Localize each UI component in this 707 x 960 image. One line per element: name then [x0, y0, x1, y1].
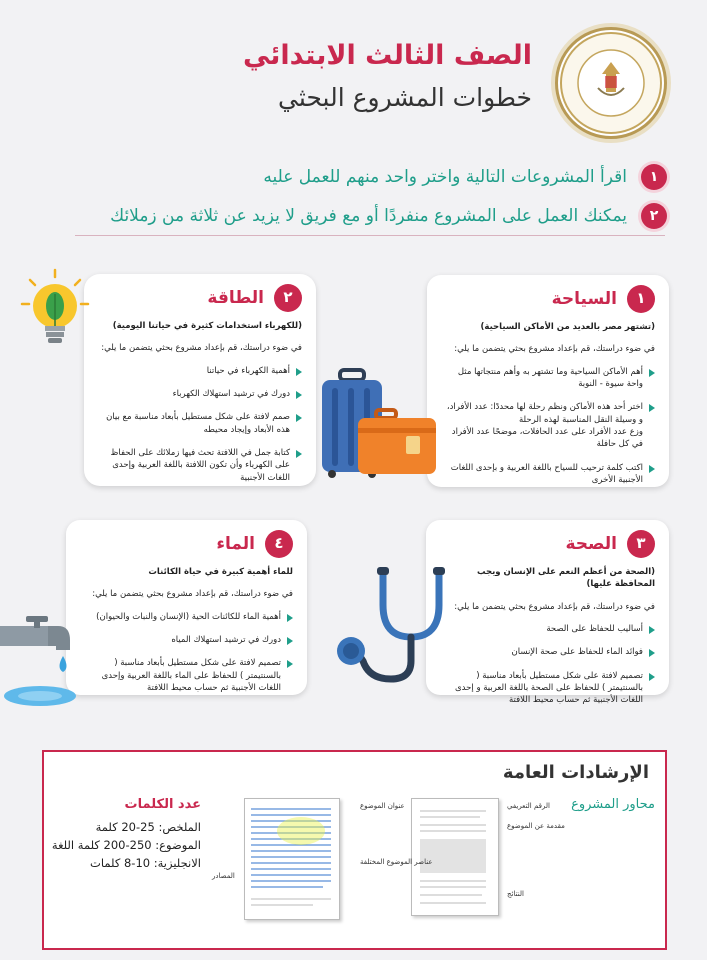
ministry-seal-logo — [555, 27, 667, 139]
label-elements: عناصر الموضوع المختلفة — [360, 858, 433, 866]
word-count-summary: الملخص: 25-20 كلمة — [95, 820, 201, 834]
list-item: أهمية الماء للكائنات الحية (الإنسان والنبات والحيوان) — [80, 611, 293, 623]
card-number: ٣ — [627, 530, 655, 558]
card-intro: للماء أهمية كبيرة في حياة الكائنات — [148, 567, 293, 577]
card-number: ٤ — [265, 530, 293, 558]
label-sources: المصادر — [212, 872, 235, 880]
word-count-topic: الموضوع: 250-200 كلمة اللغة — [51, 838, 201, 852]
project-card-tourism — [427, 275, 669, 487]
card-number: ١ — [627, 285, 655, 313]
stethoscope-icon — [335, 565, 447, 685]
project-card-energy — [84, 274, 316, 486]
list-item: اختر أحد هذه الأماكن ونظم رحلة لها محددًا: عدد الأفراد، و وسيلة النقل المناسبة لهذه الرحلة — [441, 401, 655, 426]
water-tap-icon — [0, 612, 78, 710]
card-title: السياحة — [551, 288, 617, 309]
label-serial-number: الرقم التعريفي — [507, 802, 550, 810]
list-item: فوائد الماء للحفاظ على صحة الإنسان — [440, 646, 655, 658]
card-title: الصحة — [565, 533, 617, 554]
list-item: تصميم لافتة على شكل مستطيل بأبعاد مناسبة ( بالسنتيمتر ) للحفاظ على الماء باللغة العربية وإحدى اللغات الأجنبية ثم حساب محيط اللافتة — [80, 657, 293, 694]
word-count-title: عدد الكلمات — [124, 797, 201, 812]
luggage-icon — [318, 368, 438, 480]
step-2 — [110, 201, 667, 231]
list-item: أهم الأماكن السياحية وما تشتهر به وأهم منتجاتها مثل واحة سيوة - النوبة — [441, 366, 655, 391]
list-item: أهمية الكهرباء في حياتنا — [98, 365, 302, 377]
list-item: وزع عدد الأفراد على عدد الحافلات، موضحًا عدد الأفراد في كل حافلة — [451, 426, 643, 450]
label-subject-title: عنوان الموضوع — [360, 802, 405, 810]
list-item: دورك في ترشيد استهلاك المياه — [80, 634, 293, 646]
card-title: الطاقة — [207, 287, 264, 308]
project-layout-paper — [411, 798, 499, 916]
label-results: النتائج — [507, 890, 524, 898]
list-item: كتابة جمل في اللافتة تحث فيها زملائك على الحفاظ على الكهرباء وأن تكون اللافتة باللغة العربية وإحدى اللغات الأجنبية — [98, 447, 302, 484]
card-intro: (الصحة من أعظم النعم على الإنسان ويجب المحافظة عليها) — [476, 567, 655, 590]
step-text: يمكنك العمل على المشروع منفردًا أو مع فريق لا يزيد عن ثلاثة من زملائك — [110, 206, 627, 226]
lightbulb-leaf-icon — [20, 268, 90, 358]
list-item: اكتب كلمة ترحيب للسياح باللغة العربية و بإحدى اللغات الأجنبية الأخرى — [441, 462, 655, 487]
step-number: ١ — [641, 164, 667, 190]
word-count-english: الانجليزية: 10-8 كلمات — [90, 856, 201, 870]
card-intro: (للكهرباء استخدامات كثيرة في حياتنا اليومية) — [112, 321, 302, 331]
project-card-water — [66, 520, 307, 695]
project-axes-title: محاور المشروع — [571, 797, 655, 812]
list-item: صمم لافتة على شكل مستطيل بأبعاد مناسبة مع بيان هذه الأبعاد وإيجاد محيطه — [98, 411, 302, 436]
card-intro: (تشتهر مصر بالعديد من الأماكن السياحية) — [480, 322, 655, 332]
list-item: دورك في ترشيد استهلاك الكهرباء — [98, 388, 302, 400]
step-1 — [263, 162, 667, 192]
step-text: اقرأ المشروعات التالية واختر واحد منهم للعمل عليه — [263, 167, 627, 187]
card-lead: في ضوء دراستك، قم بإعداد مشروع بحثي يتضمن ما يلي: — [101, 343, 302, 354]
card-lead: في ضوء دراستك، قم بإعداد مشروع بحثي يتضمن ما يلي: — [454, 601, 655, 612]
card-lead: في ضوء دراستك، قم بإعداد مشروع بحثي يتضمن ما يلي: — [454, 344, 655, 355]
page-subtitle: خطوات المشروع البحثي — [278, 83, 532, 112]
card-title: الماء — [216, 533, 255, 554]
project-text-paper — [244, 798, 340, 920]
card-number: ٢ — [274, 284, 302, 312]
divider — [75, 235, 665, 236]
card-lead: في ضوء دراستك، قم بإعداد مشروع بحثي يتضمن ما يلي: — [92, 589, 293, 600]
label-intro: مقدمة عن الموضوع — [507, 822, 565, 830]
list-item: أساليب للحفاظ على الصحة — [440, 623, 655, 635]
list-item: تصميم لافتة على شكل مستطيل بأبعاد مناسبة ( بالسنتيمتر ) للحفاظ على الصحة باللغة العربية و إحدى اللغات الأجنبية ثم حساب محيط اللافتة — [440, 670, 655, 707]
step-number: ٢ — [641, 203, 667, 229]
page-title: الصف الثالث الابتدائي — [242, 40, 532, 71]
project-card-health — [426, 520, 669, 706]
guidelines-title: الإرشادات العامة — [502, 762, 649, 783]
